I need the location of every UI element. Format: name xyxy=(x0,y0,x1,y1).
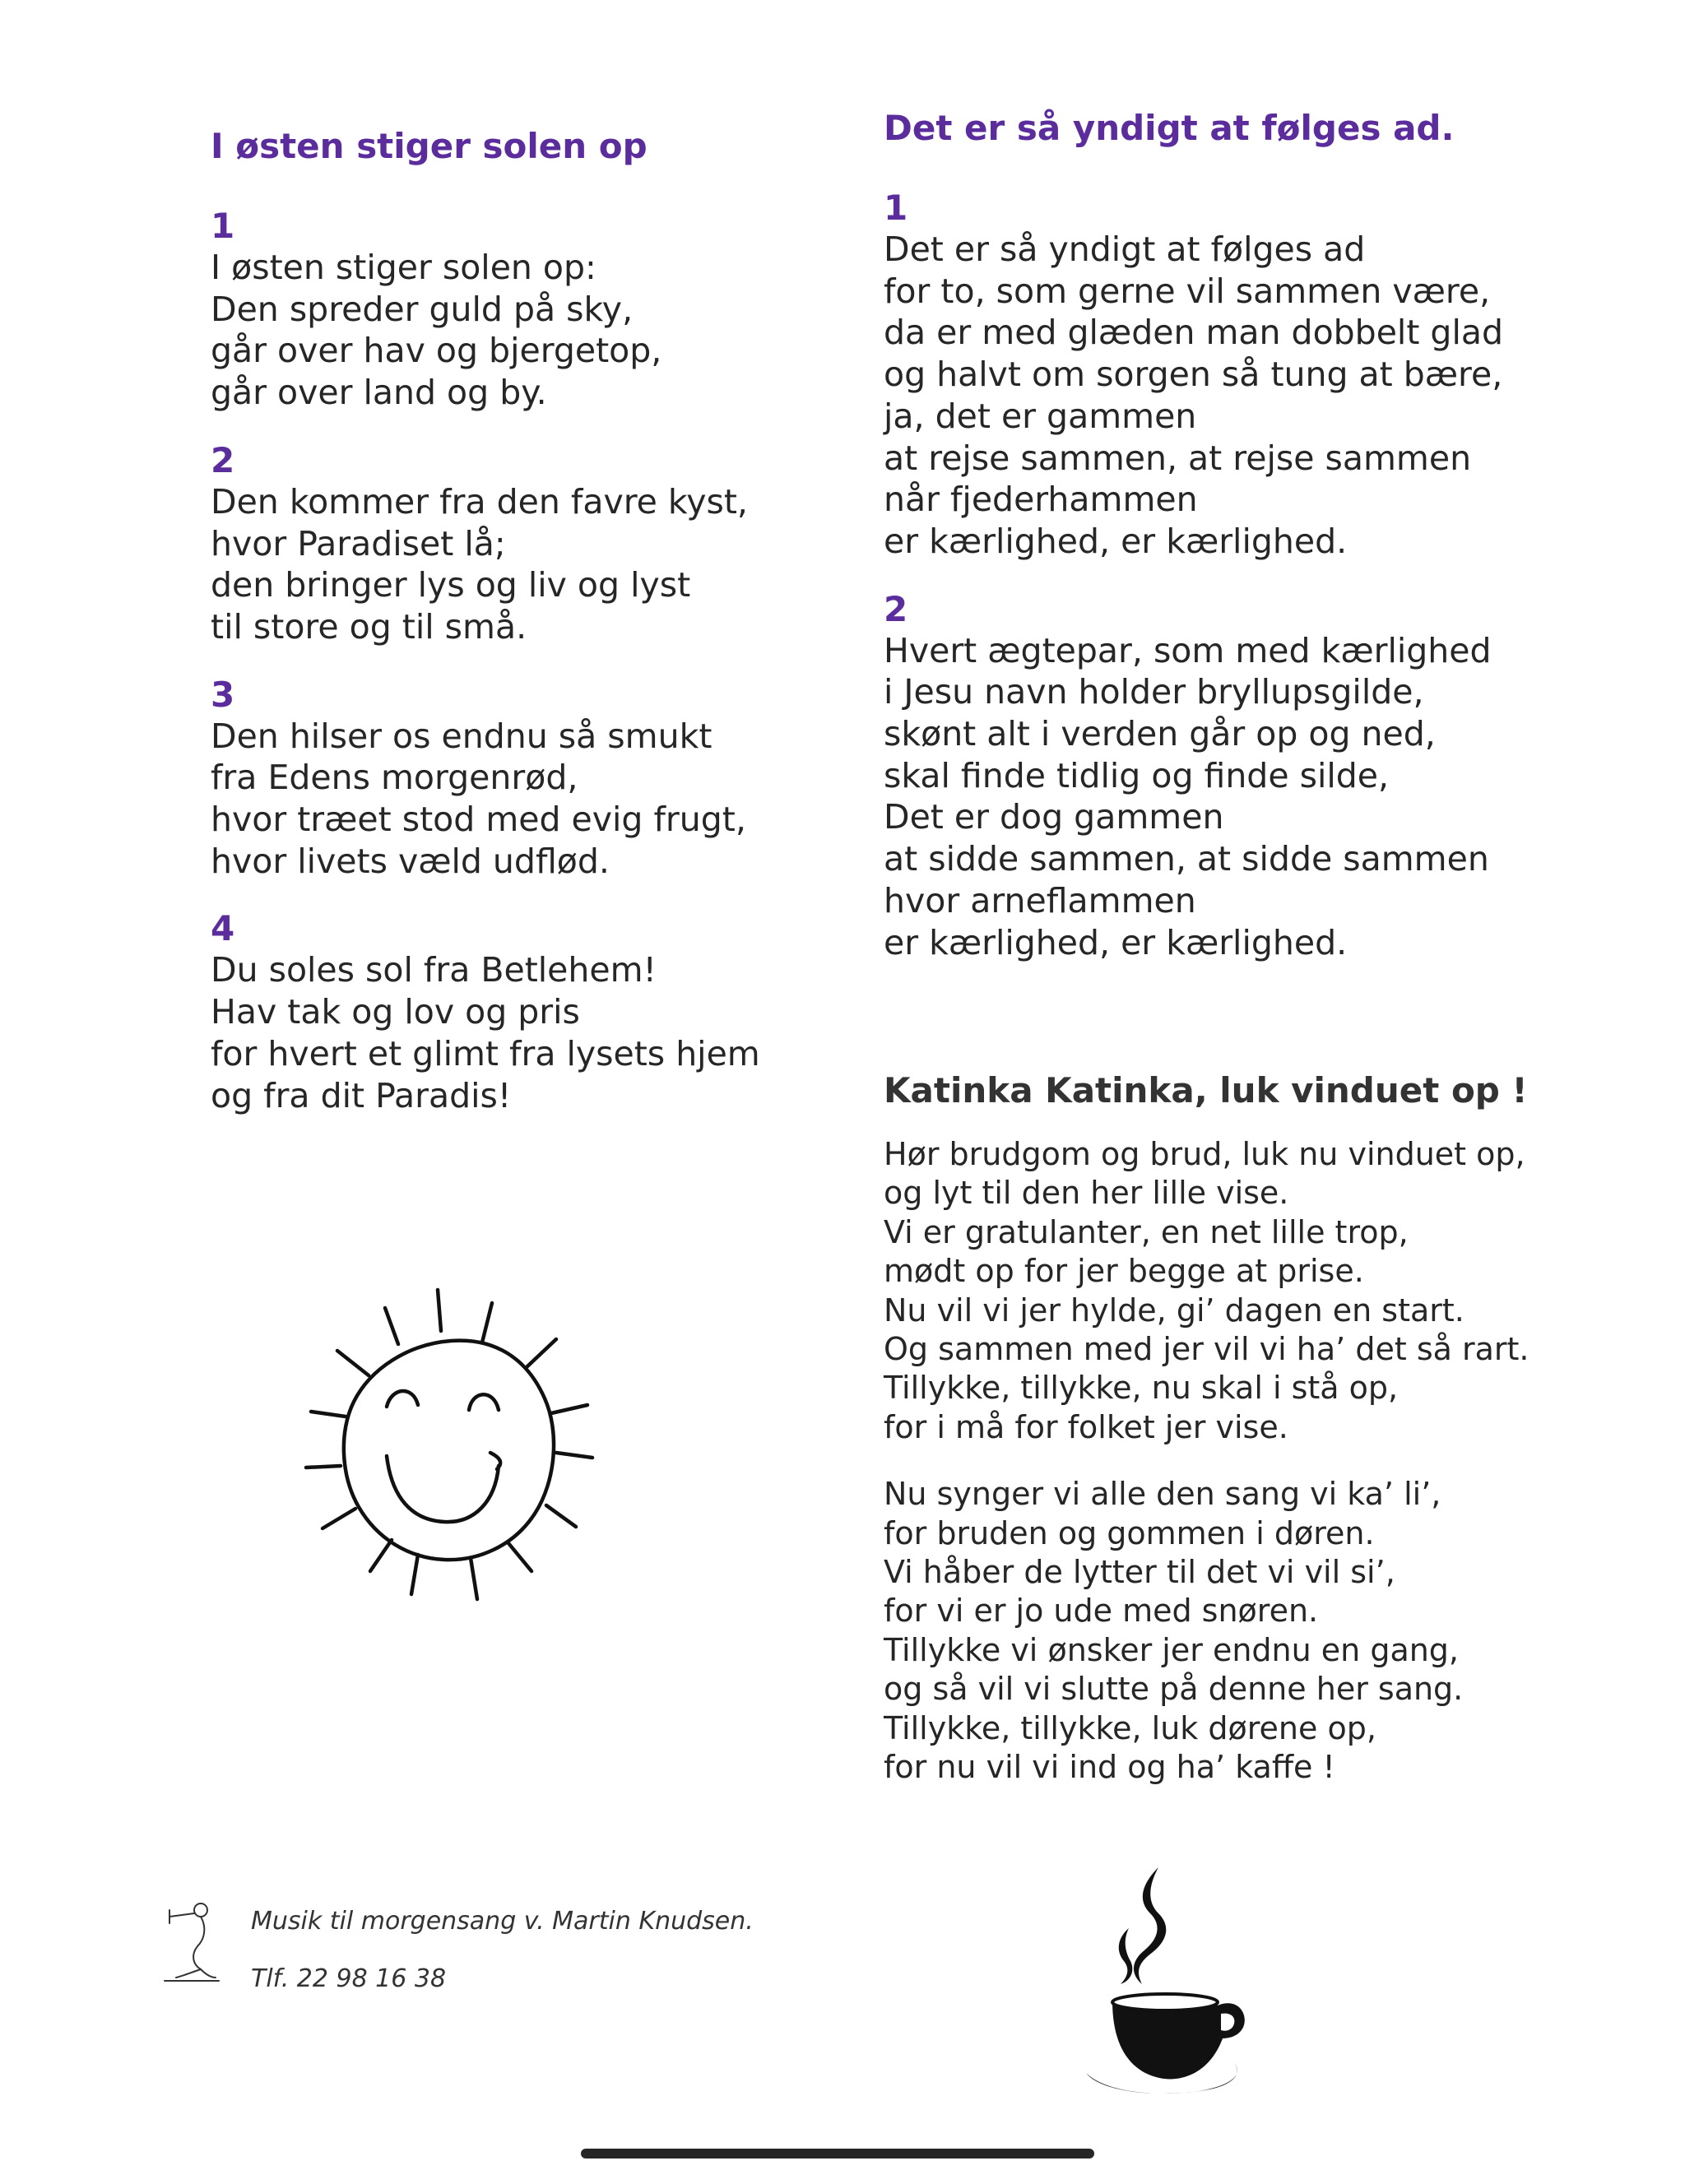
lyric-line: skal finde tidlig og finde silde, xyxy=(884,755,1390,795)
lyric-line: Nu synger vi alle den sang vi ka’ li’, xyxy=(884,1476,1441,1513)
home-indicator[interactable] xyxy=(581,2149,1094,2158)
lyric-line: for bruden og gommen i døren. xyxy=(884,1514,1375,1551)
lyric-line: og så vil vi slutte på denne her sang. xyxy=(884,1671,1464,1708)
katinka-stanza-2 xyxy=(884,1475,1624,1787)
lyric-line: Tillykke, tillykke, nu skal i stå op, xyxy=(884,1370,1399,1407)
lyric-line: når fjederhammen xyxy=(884,480,1198,520)
lyric-line: for nu vil vi ind og ha’ kaffe ! xyxy=(884,1749,1335,1786)
lyric-line: Og sammen med jer vil vi ha’ det så rart. xyxy=(884,1331,1529,1368)
lyric-line: Du soles sol fra Betlehem! xyxy=(211,950,657,990)
trumpet-player-icon xyxy=(165,1900,222,1991)
katinka-song xyxy=(884,1068,1624,1788)
lyric-line: Vi håber de lytter til det vi vil si’, xyxy=(884,1554,1395,1591)
lyric-line: hvor livets væld udflød. xyxy=(211,841,610,881)
lyric-line: og lyt til den her lille vise. xyxy=(884,1175,1289,1212)
left-verse-2 xyxy=(211,440,836,648)
left-song xyxy=(211,123,836,1116)
lyric-line: for to, som gerne vil sammen være, xyxy=(884,271,1491,311)
lyric-line: for hvert et glimt fra lysets hjem xyxy=(211,1033,760,1073)
lyric-line: at sidde sammen, at sidde sammen xyxy=(884,839,1489,879)
lyric-line: Hvert ægtepar, som med kærlighed xyxy=(884,630,1492,670)
lyric-line: Tillykke, tillykke, luk dørene op, xyxy=(884,1709,1376,1746)
lyric-line: til store og til små. xyxy=(211,606,527,647)
katinka-stanza-1 xyxy=(884,1135,1624,1447)
right-verse-1 xyxy=(884,188,1624,563)
lyric-line: hvor arneflammen xyxy=(884,880,1196,920)
verse-number: 3 xyxy=(211,674,235,715)
left-verse-1 xyxy=(211,206,836,414)
lyric-line: og fra dit Paradis! xyxy=(211,1075,512,1115)
left-verse-3 xyxy=(211,675,836,883)
lyric-line: Vi er gratulanter, en net lille trop, xyxy=(884,1213,1409,1250)
lyric-line: hvor Paradiset lå; xyxy=(211,523,506,563)
lyric-line: Nu vil vi jer hylde, gi’ dagen en start. xyxy=(884,1291,1465,1328)
lyric-line: Den hilser os endnu så smukt xyxy=(211,716,713,756)
lyric-line: I østen stiger solen op: xyxy=(211,248,596,287)
lyric-line: er kærlighed, er kærlighed. xyxy=(884,521,1348,561)
verse-number: 1 xyxy=(211,206,235,246)
lyric-line: er kærlighed, er kærlighed. xyxy=(884,922,1348,962)
lyric-line: for vi er jo ude med snøren. xyxy=(884,1593,1319,1630)
smiling-sun-icon xyxy=(296,1283,609,1604)
lyric-line: ja, det er gammen xyxy=(884,396,1197,436)
right-song-title: Det er så yndigt at følges ad. xyxy=(884,108,1455,148)
left-verse-4 xyxy=(211,908,836,1116)
lyric-line: for i må for folket jer vise. xyxy=(884,1408,1288,1445)
lyric-line: Den kommer fra den favre kyst, xyxy=(211,481,748,522)
right-song xyxy=(884,105,1624,963)
lyric-line: Den spreder guld på sky, xyxy=(211,289,634,329)
lyric-line: Det er dog gammen xyxy=(884,797,1224,837)
lyric-line: hvor træet stod med evig frugt, xyxy=(211,800,746,840)
lyric-line: går over hav og bjergetop, xyxy=(211,331,662,371)
verse-number: 4 xyxy=(211,908,235,949)
lyric-line: Hav tak og lov og pris xyxy=(211,992,580,1032)
verse-number: 2 xyxy=(884,588,908,629)
lyric-line: Hør brudgom og brud, luk nu vinduet op, xyxy=(884,1136,1525,1172)
lyric-line: og halvt om sorgen så tung at bære, xyxy=(884,355,1503,395)
left-song-title: I østen stiger solen op xyxy=(211,126,648,166)
katinka-song-title: Katinka Katinka, luk vinduet op ! xyxy=(884,1070,1528,1111)
music-credit: Musik til morgensang v. Martin Knudsen. xyxy=(251,1907,754,1936)
verse-number: 1 xyxy=(884,188,908,228)
lyric-line: da er med glæden man dobbelt glad xyxy=(884,313,1503,353)
phone-number: Tlf. 22 98 16 38 xyxy=(251,1964,447,1993)
right-verse-2 xyxy=(884,589,1624,964)
lyric-line: at rejse sammen, at rejse sammen xyxy=(884,438,1472,478)
lyric-line: skønt alt i verden går op og ned, xyxy=(884,714,1436,754)
verse-number: 2 xyxy=(211,439,235,480)
lyric-line: går over land og by. xyxy=(211,373,547,413)
lyric-line: fra Edens morgenrød, xyxy=(211,758,578,798)
lyric-line: Det er så yndigt at følges ad xyxy=(884,230,1366,269)
lyric-line: den bringer lys og liv og lyst xyxy=(211,565,691,605)
lyric-line: Tillykke vi ønsker jer endnu en gang, xyxy=(884,1631,1460,1668)
lyric-line: i Jesu navn holder bryllupsgilde, xyxy=(884,672,1424,712)
coffee-cup-icon xyxy=(1078,1859,1242,2098)
lyric-line: mødt op for jer begge at prise. xyxy=(884,1253,1364,1290)
